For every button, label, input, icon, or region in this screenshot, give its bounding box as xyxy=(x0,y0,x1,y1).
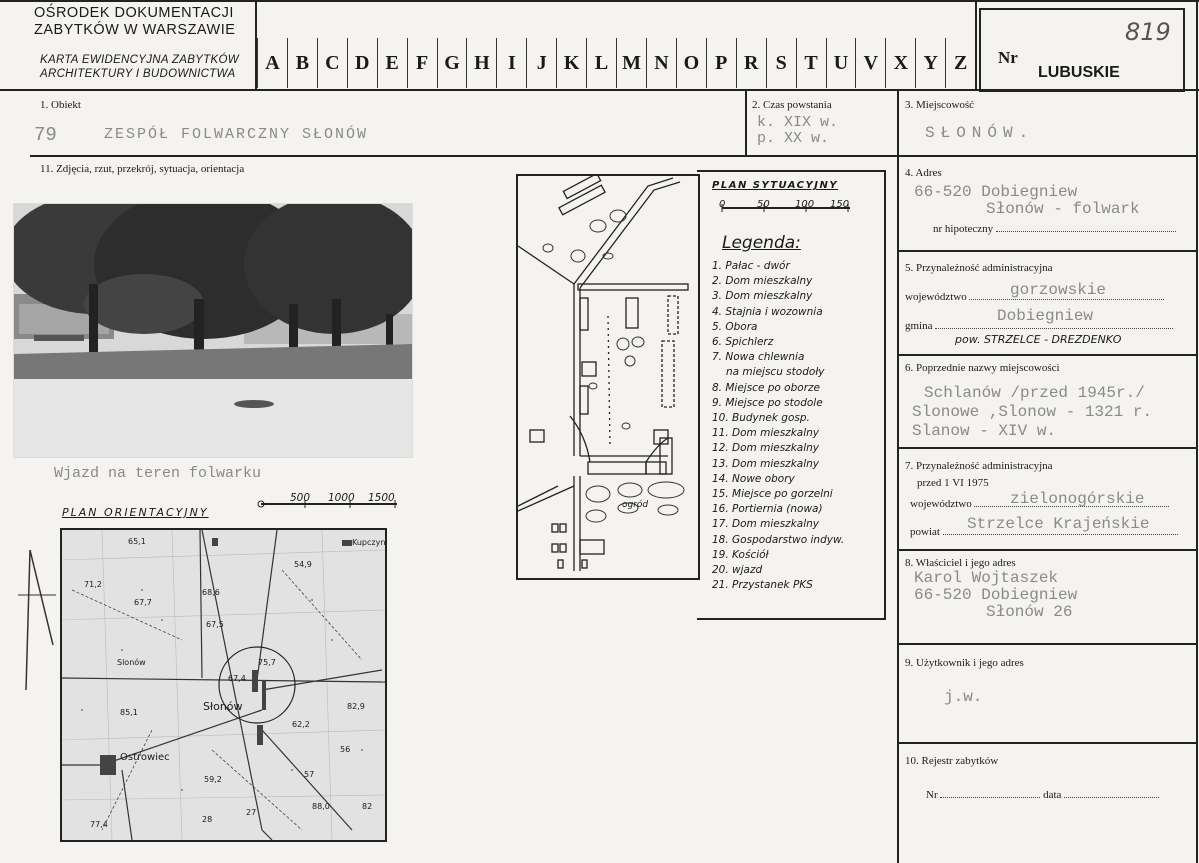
right-divider-4 xyxy=(897,447,1197,449)
legend-item: 17. Dom mieszkalny xyxy=(712,518,819,531)
map-place-ostrowiec: Ostrowiec xyxy=(120,752,170,763)
rejestr-nr-field[interactable] xyxy=(940,797,1040,798)
legend-item: 18. Gospodarstwo indyw. xyxy=(712,533,845,546)
site-scale-0: 0 xyxy=(719,199,726,210)
woj2-label: województwo xyxy=(910,498,972,510)
letter-box-g: G xyxy=(437,38,467,88)
legend-item: 3. Dom mieszkalny xyxy=(712,290,813,303)
hipoteczny-row xyxy=(933,223,1176,235)
card-title-line2: ARCHITEKTURY I BUDOWNICTWA xyxy=(40,68,236,80)
legend-item: 1. Pałac - dwór xyxy=(712,260,790,272)
site-scale-100: 100 xyxy=(795,199,815,210)
legend-item: 11. Dom mieszkalny xyxy=(712,427,819,440)
legend-item: 8. Miejsce po oborze xyxy=(712,381,820,394)
przyn2-label: 7. Przynależność administracyjna xyxy=(905,460,1053,472)
letter-box-s: S xyxy=(766,38,796,88)
orient-scale-1000: 1000 xyxy=(328,492,355,504)
gmina-field[interactable] xyxy=(935,328,1173,329)
map-height-14: 57 xyxy=(304,770,315,779)
obiekt-value: ZESPÓŁ FOLWARCZNY SŁONÓW xyxy=(104,126,369,143)
powiat-field[interactable] xyxy=(943,534,1178,535)
letter-box-p: P xyxy=(706,38,736,88)
rejestr-row xyxy=(926,789,1159,801)
map-height-10: 82,9 xyxy=(347,702,365,711)
legend-item: 12. Dom mieszkalny xyxy=(712,442,819,455)
wlasc-line1: Karol Wojtaszek xyxy=(914,569,1059,587)
czas-line1: k. XIX w. xyxy=(757,114,839,131)
nr-label: Nr xyxy=(998,48,1018,67)
hipoteczny-field[interactable] xyxy=(996,231,1176,232)
legend-item: 7. Nowa chlewnia xyxy=(712,351,805,364)
right-divider-2 xyxy=(897,250,1197,252)
institution-line2: ZABYTKÓW W WARSZAWIE xyxy=(34,22,236,38)
row1-vline-1 xyxy=(745,90,747,156)
adres-line2: Słonów - folwark xyxy=(986,200,1140,218)
map-height-12: 56 xyxy=(340,745,351,754)
legend-item: 21. Przystanek PKS xyxy=(712,579,813,592)
gmina-value: Dobiegniew xyxy=(997,307,1094,325)
orientation-map-title: PLAN ORIENTACYJNY xyxy=(62,506,209,519)
orient-scale-500: 500 xyxy=(290,492,311,504)
powiat-value: Strzelce Krajeńskie xyxy=(967,515,1150,533)
miejscowosc-label: 3. Miejscowość xyxy=(905,99,975,111)
region-label: LUBUSKIE xyxy=(1038,64,1120,81)
legend-item: 20. wjazd xyxy=(712,564,763,576)
map-height-1: 65,1 xyxy=(128,537,146,546)
photo-entrance xyxy=(13,203,413,458)
orient-scale-1500: 1500 xyxy=(368,492,395,504)
north-arrow-icon xyxy=(18,545,58,690)
letter-box-h: H xyxy=(466,38,496,88)
letter-box-r: R xyxy=(736,38,766,88)
przyn2-sub: przed 1 VI 1975 xyxy=(917,477,989,489)
czas-line2: p. XX w. xyxy=(757,130,830,147)
letter-box-x: X xyxy=(885,38,915,88)
gmina-label: gmina xyxy=(905,320,933,332)
legend-item: 14. Nowe obory xyxy=(712,472,795,485)
map-height-3: 68,6 xyxy=(202,588,220,597)
orientation-map-drawing xyxy=(62,530,385,840)
map-height-9: 85,1 xyxy=(120,708,138,717)
map-height-6: 71,2 xyxy=(84,580,102,589)
legend-item: 19. Kościół xyxy=(712,548,769,561)
letter-box-z: Z xyxy=(945,38,975,88)
map-height-11: 62,2 xyxy=(292,720,310,729)
map-height-16: 82 xyxy=(362,802,373,811)
wlasc-line2: 66-520 Dobiegniew xyxy=(914,586,1078,604)
right-column-vline xyxy=(897,90,899,863)
wlasc-label: 8. Właściciel i jego adres xyxy=(905,557,1016,569)
right-divider-3 xyxy=(897,354,1197,356)
woj2-value: zielonogórskie xyxy=(1010,490,1145,508)
site-scale-150: 150 xyxy=(830,199,850,210)
miejscowosc-value: SŁONÓW. xyxy=(925,124,1035,142)
right-divider-7 xyxy=(897,742,1197,744)
map-height-5: 67,5 xyxy=(206,620,224,629)
legend-item: 16. Portiernia (nowa) xyxy=(712,503,823,516)
card-title xyxy=(40,53,239,81)
map-place-slonow-small: Slonów xyxy=(117,658,146,667)
letter-box-e: E xyxy=(377,38,407,88)
letter-box-f: F xyxy=(407,38,437,88)
map-height-4: 67,7 xyxy=(134,598,152,607)
map-height-8: 67,4 xyxy=(228,674,246,683)
woj-label: województwo xyxy=(905,291,967,303)
letter-box-j: J xyxy=(526,38,556,88)
letter-box-c: C xyxy=(317,38,347,88)
przyn-label: 5. Przynależność administracyjna xyxy=(905,262,1053,274)
photos-label: 11. Zdjęcia, rzut, przekrój, sytuacja, orientacja xyxy=(40,163,245,175)
rejestr-data-field[interactable] xyxy=(1064,797,1159,798)
map-height-13: 59,2 xyxy=(204,775,222,784)
card-title-line1: KARTA EWIDENCYJNA ZABYTKÓW xyxy=(40,54,239,66)
czas-value xyxy=(757,115,838,147)
legend-title: Legenda: xyxy=(722,233,801,253)
map-height-19: 28 xyxy=(202,815,213,824)
legend-item: 9. Miejsce po stodole xyxy=(712,396,823,409)
site-scale-50: 50 xyxy=(757,199,770,210)
map-place-slonow: Słonów xyxy=(203,700,243,713)
site-plan-map xyxy=(516,174,700,580)
alphabet-index xyxy=(257,38,975,88)
map-height-18: 27 xyxy=(246,808,257,817)
letter-box-n: N xyxy=(646,38,676,88)
obiekt-number: 79 xyxy=(34,124,57,146)
right-divider-1 xyxy=(897,155,1197,157)
adres-value xyxy=(914,184,1140,218)
institution-name xyxy=(34,5,235,39)
powiat-label: powiat xyxy=(910,526,940,538)
letter-box-t: T xyxy=(796,38,826,88)
uzytk-label: 9. Użytkownik i jego adres xyxy=(905,657,1024,669)
woj-field[interactable] xyxy=(969,299,1164,300)
adres-line1: 66-520 Dobiegniew xyxy=(914,183,1078,201)
right-border xyxy=(1196,2,1198,863)
wlasc-value xyxy=(914,570,1077,621)
letter-box-l: L xyxy=(586,38,616,88)
handwritten-number: 819 xyxy=(1125,18,1171,46)
poprz-label: 6. Poprzednie nazwy miejscowości xyxy=(905,362,1060,374)
letter-box-i: I xyxy=(496,38,526,88)
right-divider-5 xyxy=(897,549,1197,551)
top-border xyxy=(0,0,1199,2)
hipoteczny-label: nr hipoteczny xyxy=(933,223,994,235)
poprz-line2: Slonowe ,Slonow - 1321 r. xyxy=(912,403,1153,421)
legend-item: 5. Obora xyxy=(712,320,758,333)
letter-box-y: Y xyxy=(915,38,945,88)
right-divider-6 xyxy=(897,643,1197,645)
letter-box-u: U xyxy=(826,38,856,88)
woj-value: gorzowskie xyxy=(1010,281,1107,299)
wlasc-line3: Słonów 26 xyxy=(986,603,1073,621)
legend-item: 2. Dom mieszkalny xyxy=(712,275,813,288)
uzytk-value: j.w. xyxy=(944,688,983,706)
pow-value: pow. STRZELCE - DREZDENKO xyxy=(955,333,1122,346)
legend-item: 4. Stajnia i wozownia xyxy=(712,305,823,318)
letter-box-o: O xyxy=(676,38,706,88)
map-height-2: 54,9 xyxy=(294,560,312,569)
nr-box xyxy=(979,8,1185,92)
rejestr-data-label: data xyxy=(1043,789,1062,801)
photo-caption: Wjazd na teren folwarku xyxy=(54,465,262,482)
legend-item: 15. Miejsce po gorzelni xyxy=(712,488,833,500)
letter-box-d: D xyxy=(347,38,377,88)
poprz-line3: Slanow - XIV w. xyxy=(912,422,1057,440)
institution-line1: OŚRODEK DOKUMENTACJI xyxy=(34,5,234,21)
row1-divider xyxy=(30,155,897,157)
letter-box-v: V xyxy=(855,38,885,88)
map-height-15: 88,0 xyxy=(312,802,330,811)
poprz-value xyxy=(912,384,1152,441)
site-plan-title: PLAN SYTUACYJNY xyxy=(712,180,839,191)
legend-item: 10. Budynek gosp. xyxy=(712,412,810,424)
rejestr-label: 10. Rejestr zabytków xyxy=(905,755,999,767)
legend-item: 13. Dom mieszkalny xyxy=(712,457,819,470)
map-place-kupczyn: Kupczyn xyxy=(352,538,386,547)
czas-label: 2. Czas powstania xyxy=(752,99,832,111)
letter-box-b: B xyxy=(287,38,317,88)
orientation-map xyxy=(60,528,387,842)
rejestr-nr-label: Nr xyxy=(926,789,938,801)
photo-image xyxy=(14,204,412,457)
obiekt-label: 1. Obiekt xyxy=(40,99,81,111)
letter-box-k: K xyxy=(556,38,586,88)
header-vline-2 xyxy=(975,2,977,90)
legend-item: na miejscu stodoły xyxy=(726,366,825,379)
letter-box-a: A xyxy=(257,38,287,88)
map-height-7: 75,7 xyxy=(258,658,276,667)
legend-item: 6. Spichlerz xyxy=(712,336,774,348)
garden-label: ogród xyxy=(622,500,649,510)
poprz-line1: Schlanów /przed 1945r./ xyxy=(924,384,1145,402)
map-height-17: 77,4 xyxy=(90,820,108,829)
letter-box-m: M xyxy=(616,38,646,88)
adres-label: 4. Adres xyxy=(905,167,942,179)
site-plan-drawing xyxy=(518,176,698,578)
